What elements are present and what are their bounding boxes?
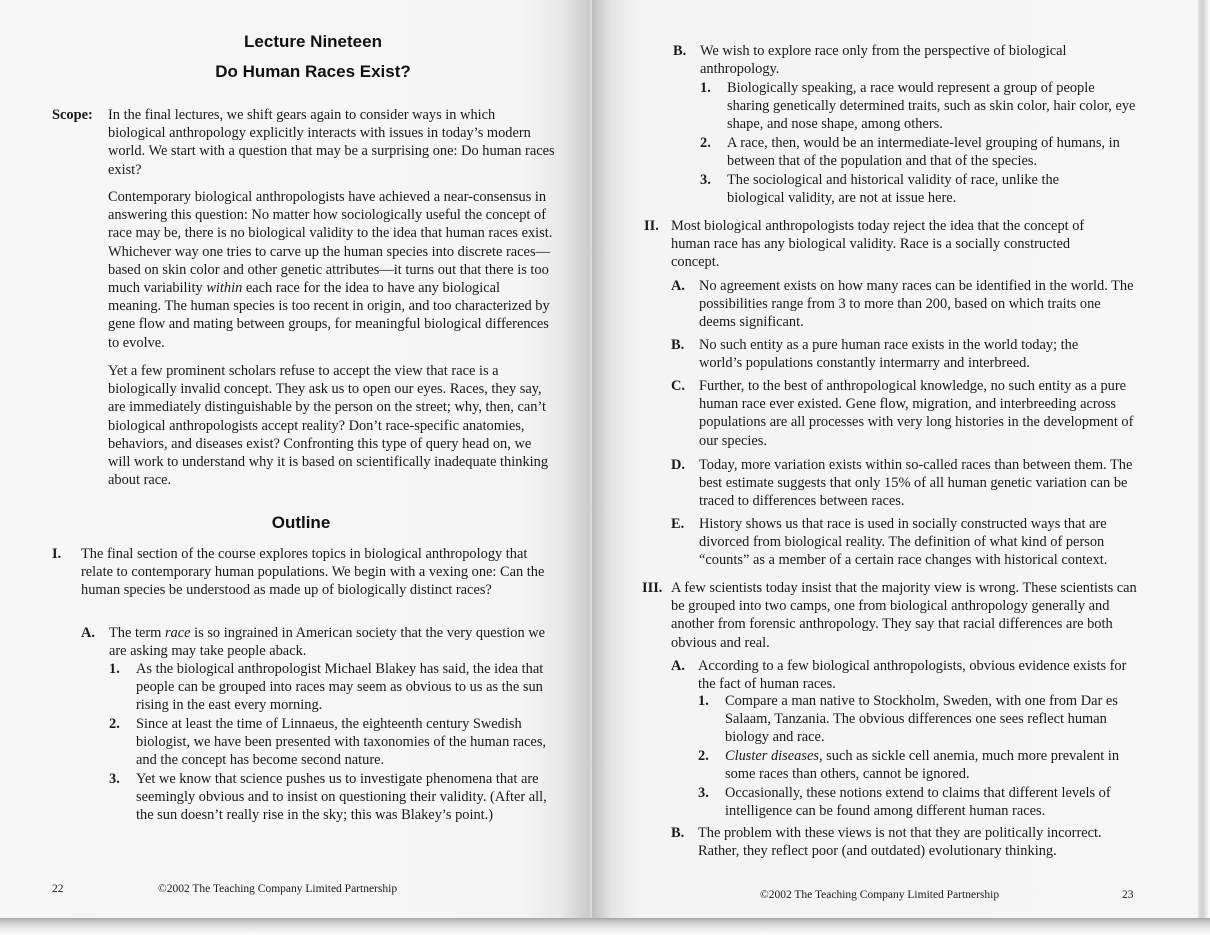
copyright-right: ©2002 The Teaching Company Limited Partnership <box>760 889 1000 901</box>
outline-marker-I-B: B. <box>673 43 687 59</box>
outline-marker-I-A-1: 1. <box>109 661 120 677</box>
outline-item-I-A: The term race is so ingrained in American society that the very question we are asking may take people aback. <box>109 625 546 660</box>
scope-paragraph-3: Yet a few prominent scholars refuse to accept the view that race is a biologically invalid concept. They ask us to open our eyes. Races, they say, are immediately distinguishable by the person on the street; why, then, can’t biological anthropologists accept reality? Don’t race-specific anatomies, behaviors, and diseases exist? Confronting this type of query head on, we will work to understand why it is based on scientifically inadequate thinking about race. <box>108 363 549 489</box>
outline-item-II-D: Today, more variation exists within so-called races than between them. The best estimate suggests that only 15% of all human genetic variation can be traced to differences between races. <box>699 457 1133 510</box>
term-race: race <box>164 625 191 641</box>
outline-marker-III-A-2: 2. <box>698 748 709 764</box>
page-number-left: 22 <box>52 883 64 895</box>
outline-marker-II-D: D. <box>671 457 685 473</box>
outline-item-I-B-3: The sociological and historical validity of race, unlike the biological validity, are not at issue here. <box>727 172 1060 207</box>
outline-marker-III-B: B. <box>671 825 685 841</box>
copyright-left: ©2002 The Teaching Company Limited Partnership <box>158 883 398 895</box>
outline-item-III-A-3: Occasionally, these notions extend to claims that different levels of intelligence can be found among different human races. <box>725 785 1111 820</box>
outline-item-II-B: No such entity as a pure human race exists in the world today; the world’s populations constantly intermarry and interbreed. <box>699 337 1079 372</box>
lecture-title: Do Human Races Exist? <box>215 62 411 81</box>
book-edge-right <box>1198 0 1210 935</box>
lecture-number: Lecture Nineteen <box>244 32 382 51</box>
right-page <box>592 0 1198 918</box>
outline-marker-I: I. <box>52 546 62 562</box>
outline-item-I-B: We wish to explore race only from the perspective of biological anthropology. <box>700 43 1067 78</box>
left-page <box>0 0 590 918</box>
outline-marker-III-A-3: 3. <box>698 785 709 801</box>
scope-label: Scope: <box>52 107 93 123</box>
scope-paragraph-2: Contemporary biological anthropologists have achieved a near-consensus in answering this question: No matter how sociologically useful the concept of race may be, there is no biological validity to the idea that human races exist. Whichever way one tries to carve up the human species into discrete races—based on skin color and other genetic attributes—it turns out that there is too much variability within each race for the idea to have any biological meaning. The human species is too recent in origin, and too characterized by gene flow and mating between groups, for meaningful biological differences to evolve. <box>108 189 553 351</box>
outline-marker-I-B-2: 2. <box>700 135 711 151</box>
outline-item-III-A-1: Compare a man native to Stockholm, Sweden, with one from Dar es Salaam, Tanzania. The obvious differences one sees reflect human biology and race. <box>725 693 1118 746</box>
outline-marker-I-A-2: 2. <box>109 716 120 732</box>
outline-item-I-A-2: Since at least the time of Linnaeus, the eighteenth century Swedish biologist, we have been presented with taxonomies of the human races, and the concept has become second nature. <box>136 716 547 769</box>
outline-item-I: The final section of the course explores topics in biological anthropology that relate to contemporary human populations. We begin with a vexing one: Can the human species be understood as made up of biologically distinct races? <box>81 546 545 599</box>
outline-item-I-A-1: As the biological anthropologist Michael Blakey has said, the idea that people can be grouped into races may seem as obvious to us as the sun rising in the east every morning. <box>136 661 544 714</box>
outline-marker-II-E: E. <box>671 516 685 532</box>
outline-item-II-C: Further, to the best of anthropological knowledge, no such entity as a pure human race ever existed. Gene flow, migration, and interbreeding across populations are all processes with very long histories in the development of our species. <box>699 378 1134 449</box>
outline-marker-I-A: A. <box>81 625 95 641</box>
outline-marker-III-A: A. <box>671 658 685 674</box>
outline-marker-I-B-3: 3. <box>700 172 711 188</box>
outline-item-II: Most biological anthropologists today reject the idea that the concept of human race has any biological validity. Race is a socially constructed concept. <box>671 218 1085 271</box>
outline-marker-II-B: B. <box>671 337 685 353</box>
outline-marker-II: II. <box>644 218 659 234</box>
outline-item-III-A: According to a few biological anthropologists, obvious evidence exists for the fact of human races. <box>698 658 1127 693</box>
outline-item-III-B: The problem with these views is not that they are politically incorrect. Rather, they reflect poor (and outdated) evolutionary thinking. <box>698 825 1102 860</box>
outline-item-II-E: History shows us that race is used in socially constructed ways that are divorced from biological reality. The definition of what kind of person “counts” as a member of a certain race changes with historical context. <box>699 516 1108 569</box>
outline-marker-I-A-3: 3. <box>109 771 120 787</box>
outline-marker-II-C: C. <box>671 378 685 394</box>
outline-marker-I-B-1: 1. <box>700 80 711 96</box>
outline-item-III-A-2: Cluster diseases, such as sickle cell anemia, much more prevalent in some races than others, cannot be ignored. <box>725 748 1120 783</box>
outline-item-II-A: No agreement exists on how many races can be identified in the world. The possibilities range from 3 to more than 200, based on which traits one deems significant. <box>699 278 1134 331</box>
term-within: within <box>206 280 243 297</box>
outline-marker-III: III. <box>642 580 663 596</box>
outline-item-I-A-3: Yet we know that science pushes us to investigate phenomena that are seemingly obvious and to insist on questioning their validity. (After all, the sun doesn’t really rise in the sky; this was Blakey’s point.) <box>136 771 547 824</box>
outline-item-III: A few scientists today insist that the majority view is wrong. These scientists can be grouped into two camps, one from biological anthropology generally and another from forensic anthropology. They say that racial differences are both obvious and real. <box>671 580 1137 651</box>
outline-item-I-B-2: A race, then, would be an intermediate-level grouping of humans, in between that of the population and that of the species. <box>727 135 1120 170</box>
scope-paragraph-1: In the final lectures, we shift gears again to consider ways in which biological anthropology explicitly interacts with issues in today’s modern world. We start with a question that may be a surprising one: Do human races exist? <box>108 107 555 178</box>
book-edge-bottom <box>0 918 1210 935</box>
outline-marker-III-A-1: 1. <box>698 693 709 709</box>
outline-item-I-B-1: Biologically speaking, a race would represent a group of people sharing genetically determined traits, such as skin color, hair color, eye shape, and nose shape, among others. <box>727 80 1136 133</box>
page-number-right: 23 <box>1122 889 1134 901</box>
outline-heading: Outline <box>271 513 331 532</box>
outline-marker-II-A: A. <box>671 278 685 294</box>
term-cluster-diseases: Cluster diseases <box>725 748 819 764</box>
